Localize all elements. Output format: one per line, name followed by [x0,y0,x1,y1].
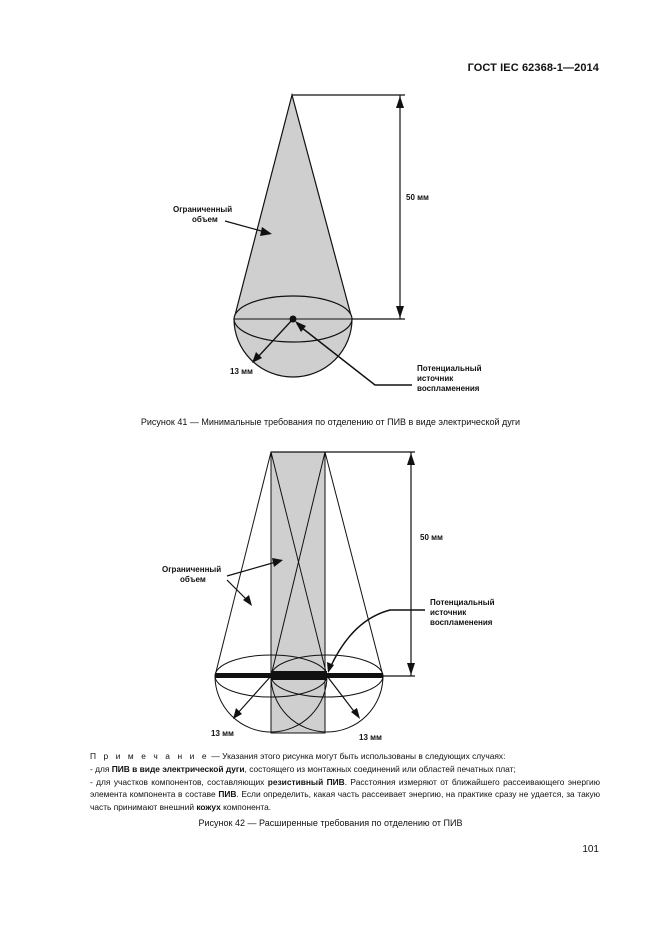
note-item2-term2: ПИВ [218,789,237,800]
note-item1-term: ПИВ в виде электрической дуги [111,763,245,774]
source-label-line2: источник [430,608,467,617]
volume-label-line1: Ограниченный [173,205,233,214]
figure-note [90,750,600,814]
note-item2-mid2: . Если определить, какая часть рассеивает энергию, на практике сразу не удается, за такую часть принимают внешний [90,789,600,813]
height-dimension-label: 50 мм [406,193,429,202]
source-label-line3: воспламенения [417,384,480,393]
figure-42-caption: Рисунок 42 — Расширенные требования по отделению от ПИВ [198,818,463,828]
radius-label-left: 13 мм [211,729,234,738]
note-title: П р и м е ч а н и е [90,751,210,761]
figure-41-drawing [0,0,661,410]
document-header: ГОСТ IEC 62368-1—2014 [467,62,599,74]
volume-label-line2: объем [180,575,206,584]
figure-41-caption: Рисунок 41 — Минимальные требования по отделению от ПИВ в виде электрической дуги [140,417,521,427]
height-dimension-label: 50 мм [420,533,443,542]
radius-label-right: 13 мм [359,733,382,740]
source-label-line1: Потенциальный [430,598,495,607]
page-number: 101 [582,844,599,855]
cone [234,95,352,319]
source-label-line3: воспламенения [430,618,493,627]
shaded-column [271,452,325,733]
volume-label-line1: Ограниченный [162,565,222,574]
note-item2-post: компонента. [220,802,272,813]
figure-41 [0,0,661,410]
radius-label: 13 мм [230,367,253,376]
figure-42 [0,440,661,740]
source-label-line2: источник [417,374,454,383]
note-item2-term1: резистивный ПИВ [267,776,345,787]
note-item2-mid: . Расстояния измеряют от ближайшего рассеивающего энергию элемента компонента в составе [90,776,600,800]
figure-42-drawing [0,440,661,740]
note-item2-term3: кожух [196,802,221,813]
note-intro: — Указания этого рисунка могут быть использованы в следующих случаях: [209,751,506,761]
note-item1-post: , состоящего из монтажных соединений или областей печатных плат; [244,763,516,774]
note-item1-pre: - для [90,763,112,774]
note-item2-pre: - для участков компонентов, составляющих [90,776,268,787]
volume-label-line2: объем [192,215,218,224]
source-label-line1: Потенциальный [417,364,482,373]
